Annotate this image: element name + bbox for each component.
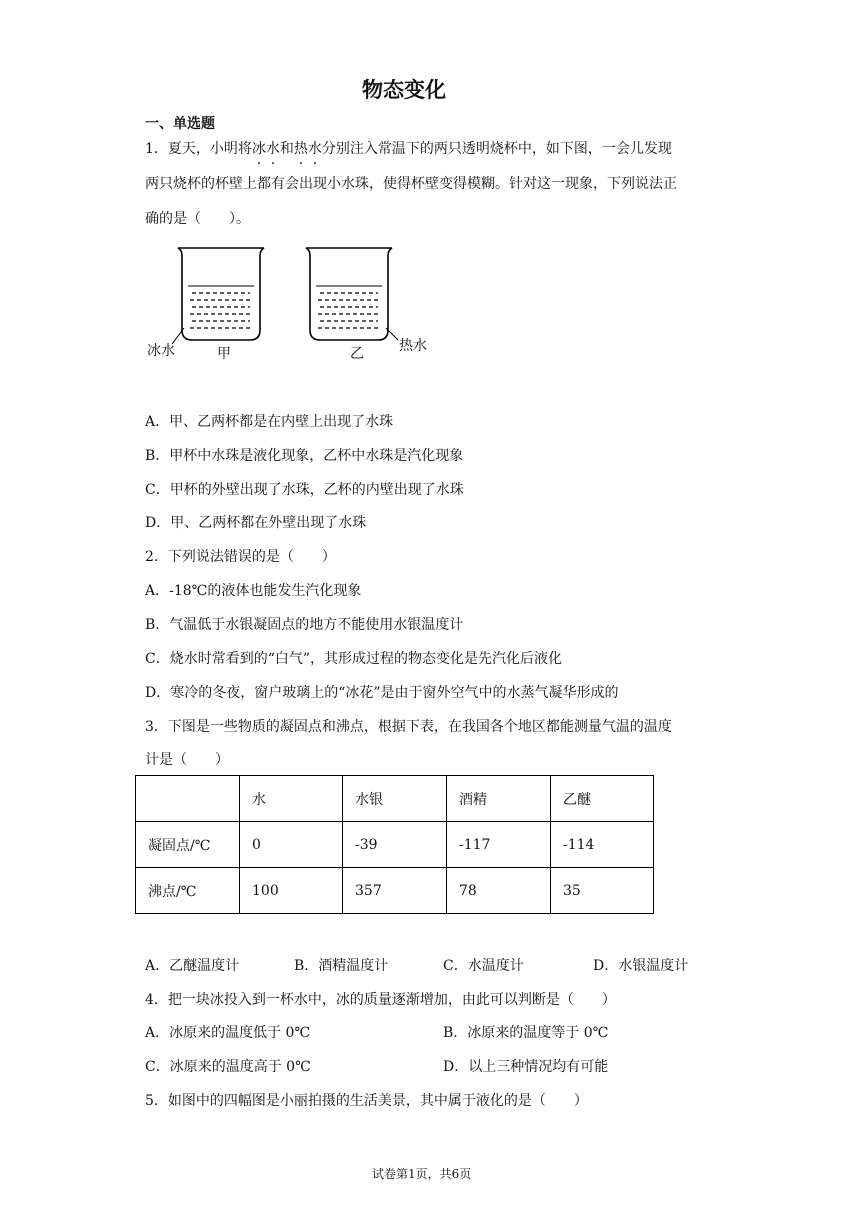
page-title: 物态变化	[362, 78, 446, 102]
label-ice-water: 冰水	[147, 343, 175, 359]
table-header-row	[136, 776, 654, 822]
table-cell: 水	[240, 776, 343, 822]
emphasis-char: 冰	[251, 141, 266, 157]
q2-option-c: C．烧水时常看到的“白气”，其形成过程的物态变化是先汽化后液化	[145, 651, 563, 667]
table-cell: -39	[343, 822, 447, 868]
beaker-yi	[306, 248, 392, 340]
water-jia	[190, 293, 252, 328]
q2-option-a: A．-18℃的液体也能发生汽化现象	[145, 583, 362, 599]
emphasis-char: 热	[293, 141, 308, 157]
q2-option-b: B．气温低于水银凝固点的地方不能使用水银温度计	[145, 617, 464, 633]
q4-option-d: D．以上三种情况均有可能	[443, 1059, 609, 1075]
label-hot-water: 热水	[399, 338, 427, 354]
freezing-boiling-table	[135, 775, 654, 914]
q1-option-d: D．甲、乙两杯都在外壁出现了水珠	[145, 515, 367, 531]
table-cell: 沸点/℃	[136, 868, 240, 914]
table-cell: 水银	[343, 776, 447, 822]
beaker-jia	[178, 248, 264, 340]
table-cell: 357	[343, 868, 447, 914]
q4-option-a: A．冰原来的温度低于 0℃	[145, 1025, 311, 1041]
q2-stem: 2．下列说法错误的是（ ）	[145, 549, 336, 565]
q3-option-b: B．酒精温度计	[294, 958, 389, 974]
q5-stem: 5．如图中的四幅图是小丽拍摄的生活美景，其中属于液化的是（ ）	[145, 1093, 588, 1109]
table-cell: 酒精	[447, 776, 551, 822]
section-heading: 一、单选题	[145, 116, 215, 132]
table-cell: 凝固点/℃	[136, 822, 240, 868]
table-cell: -114	[551, 822, 654, 868]
label-cup-jia: 甲	[217, 346, 231, 362]
q1-option-c: C．甲杯的外壁出现了水珠，乙杯的内壁出现了水珠	[145, 482, 464, 498]
table-cell	[136, 776, 240, 822]
q4-option-b: B．冰原来的温度等于 0℃	[443, 1025, 609, 1041]
q1-stem-line3: 确的是（ ）。	[145, 211, 250, 227]
q1-option-b: B．甲杯中水珠是液化现象，乙杯中水珠是汽化现象	[145, 448, 464, 464]
q1-option-a: A．甲、乙两杯都是在内壁上出现了水珠	[145, 414, 394, 430]
emphasis-char: 水	[307, 141, 322, 157]
q4-option-c: C．冰原来的温度高于 0℃	[145, 1059, 311, 1075]
table-cell: 35	[551, 868, 654, 914]
table-row	[136, 822, 654, 868]
label-cup-yi: 乙	[350, 346, 364, 362]
page-footer: 试卷第1页，共6页	[372, 1167, 472, 1181]
table-cell: 100	[240, 868, 343, 914]
q3-option-a: A．乙醚温度计	[145, 958, 240, 974]
table-cell: -117	[447, 822, 551, 868]
q3-option-c: C．水温度计	[443, 958, 524, 974]
table-cell: 0	[240, 822, 343, 868]
table-cell: 78	[447, 868, 551, 914]
q1-stem-line2: 两只烧杯的杯壁上都有会出现小水珠，使得杯壁变得模糊。针对这一现象，下列说法正	[145, 176, 677, 192]
table-row	[136, 868, 654, 914]
q2-option-d: D．寒冷的冬夜，窗户玻璃上的“冰花”是由于窗外空气中的水蒸气凝华形成的	[145, 685, 619, 701]
q3-stem-line1: 3．下图是一些物质的凝固点和沸点，根据下表，在我国各个地区都能测量气温的温度	[145, 719, 672, 735]
q4-stem: 4．把一块冰投入到一杯水中，冰的质量逐渐增加，由此可以判断是（ ）	[145, 992, 616, 1008]
q3-stem-line2: 计是（ ）	[145, 752, 229, 768]
emphasis-char: 水	[265, 141, 280, 157]
water-yi	[318, 293, 380, 328]
table-cell: 乙醚	[551, 776, 654, 822]
q3-option-d: D．水银温度计	[593, 958, 689, 974]
q1-stem-line1: 1．夏天，小明将冰水和热水分别注入常温下的两只透明烧杯中，如下图，一会儿发现	[145, 138, 672, 158]
